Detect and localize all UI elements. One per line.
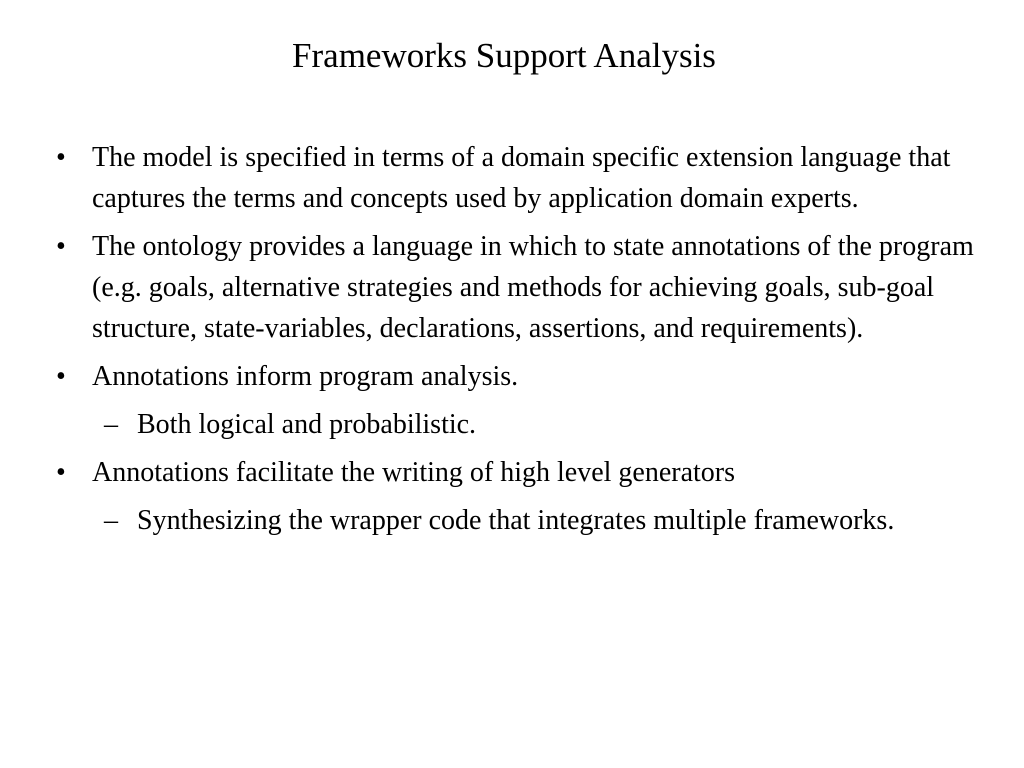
sub-bullet-marker: – — [104, 409, 118, 440]
bullet-marker: • — [56, 361, 66, 392]
bullet-item — [0, 226, 1024, 349]
bullet-item — [0, 452, 1024, 493]
bullet-item — [0, 137, 1024, 219]
sub-bullet-item — [0, 404, 1024, 445]
sub-bullet-text: Synthesizing the wrapper code that integrates multiple frameworks. — [137, 505, 895, 536]
bullet-marker: • — [56, 142, 66, 173]
bullet-list — [0, 137, 1024, 548]
bullet-text: Annotations inform program analysis. — [92, 361, 519, 392]
bullet-text: Annotations facilitate the writing of high level generators — [92, 457, 736, 488]
bullet-marker: • — [56, 457, 66, 488]
bullet-text: The model is specified in terms of a domain specific extension language that captures the terms and concepts used by application domain experts. — [92, 142, 951, 214]
bullet-item — [0, 356, 1024, 397]
sub-bullet-item — [0, 500, 1024, 541]
bullet-text: The ontology provides a language in which to state annotations of the program (e.g. goals, alternative strategies and methods for achieving goals, sub-goal structure, state-variables, declarations, assertions, and requirements). — [92, 231, 974, 344]
bullet-marker: • — [56, 231, 66, 262]
slide-title: Frameworks Support Analysis — [292, 36, 716, 75]
sub-bullet-text: Both logical and probabilistic. — [137, 409, 477, 440]
sub-bullet-marker: – — [104, 505, 118, 536]
